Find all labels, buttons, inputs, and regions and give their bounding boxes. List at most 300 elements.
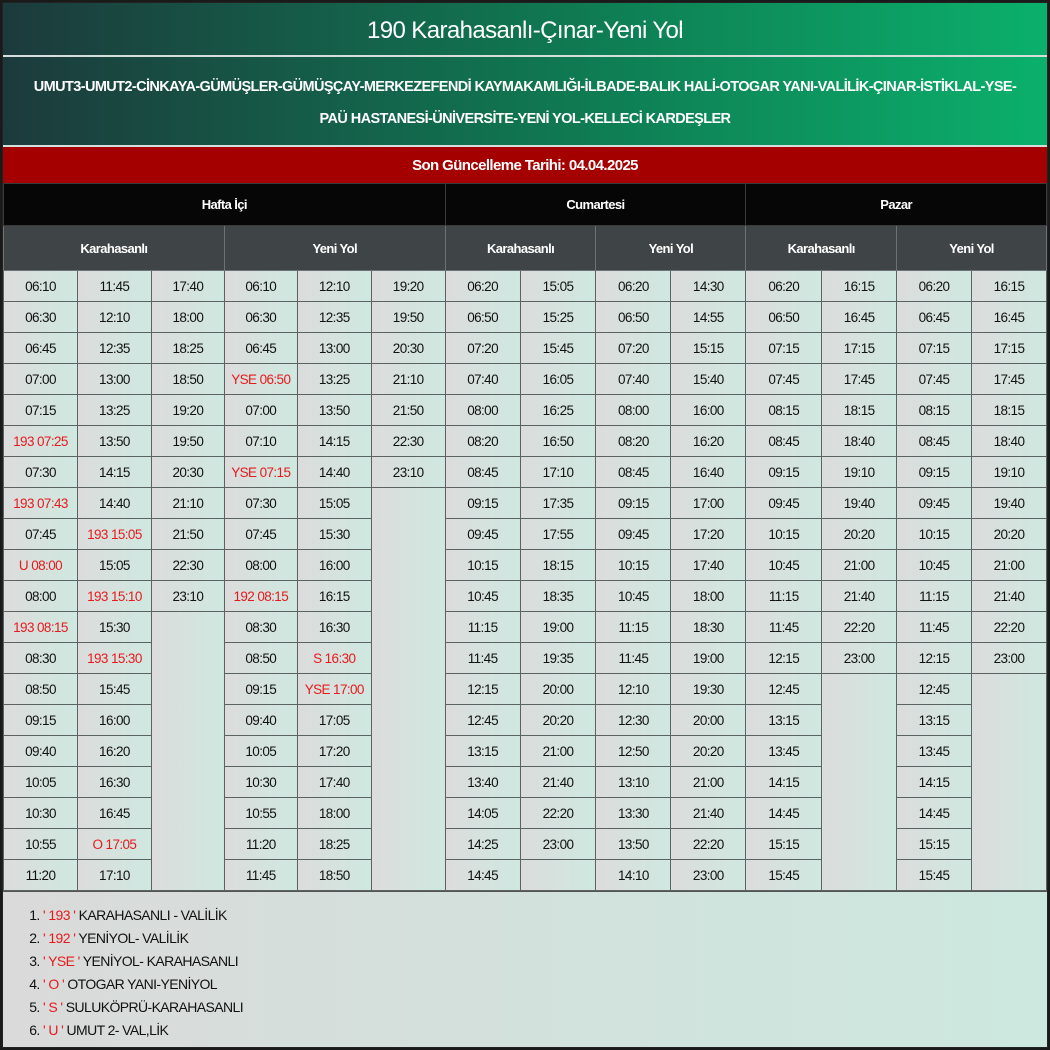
departure-time: 11:45 xyxy=(77,271,151,302)
departure-time: 13:45 xyxy=(746,736,822,767)
departure-time: 10:55 xyxy=(4,829,78,860)
legend-code: O xyxy=(48,976,59,992)
departure-time: U 08:00 xyxy=(4,550,78,581)
table-row xyxy=(4,674,1047,705)
departure-time: 14:45 xyxy=(897,798,972,829)
empty-cell xyxy=(371,612,445,643)
empty-cell xyxy=(371,767,445,798)
departure-time: 08:50 xyxy=(224,643,297,674)
table-row xyxy=(4,643,1047,674)
departure-time: 16:30 xyxy=(77,767,151,798)
departure-time: 18:35 xyxy=(520,581,596,612)
departure-time: 07:40 xyxy=(596,364,671,395)
departure-time: 11:45 xyxy=(746,612,822,643)
departure-time: 20:00 xyxy=(671,705,746,736)
departure-time: 08:00 xyxy=(596,395,671,426)
quote-mark: ' xyxy=(43,1022,49,1038)
departure-time: 16:25 xyxy=(520,395,596,426)
departure-time: 18:25 xyxy=(297,829,371,860)
departure-time: 16:40 xyxy=(671,457,746,488)
departure-time: 07:45 xyxy=(897,364,972,395)
legend-text: SULUKÖPRÜ-KARAHASANLI xyxy=(65,999,244,1015)
departure-time: 09:45 xyxy=(445,519,520,550)
empty-cell xyxy=(972,798,1047,829)
departure-time: 21:40 xyxy=(671,798,746,829)
departure-time: 13:15 xyxy=(445,736,520,767)
empty-cell xyxy=(151,829,224,860)
departure-time: 13:50 xyxy=(297,395,371,426)
empty-cell xyxy=(371,705,445,736)
dir-header-sunday-karahasanli: Karahasanlı xyxy=(746,226,897,271)
departure-time: 06:30 xyxy=(224,302,297,333)
departure-time: 15:05 xyxy=(520,271,596,302)
empty-cell xyxy=(371,550,445,581)
table-row xyxy=(4,457,1047,488)
departure-time: 14:30 xyxy=(671,271,746,302)
empty-cell xyxy=(520,860,596,891)
legend-text: YENİYOL- KARAHASANLI xyxy=(82,953,239,969)
quote-mark: ' xyxy=(43,930,49,946)
departure-time: 15:30 xyxy=(77,612,151,643)
departure-time: 22:20 xyxy=(972,612,1047,643)
empty-cell xyxy=(822,829,897,860)
quote-mark: ' xyxy=(43,976,49,992)
empty-cell xyxy=(151,736,224,767)
legend-text: OTOGAR YANI-YENİYOL xyxy=(67,976,217,992)
empty-cell xyxy=(822,705,897,736)
empty-cell xyxy=(972,674,1047,705)
departure-time: 16:15 xyxy=(822,271,897,302)
departure-time: 18:50 xyxy=(297,860,371,891)
departure-time: 07:15 xyxy=(4,395,78,426)
legend-code: YSE xyxy=(48,953,75,969)
departure-time: 06:10 xyxy=(224,271,297,302)
departure-time: 06:50 xyxy=(746,302,822,333)
empty-cell xyxy=(822,674,897,705)
departure-time: 23:10 xyxy=(371,457,445,488)
departure-time: 17:10 xyxy=(520,457,596,488)
departure-time: 23:00 xyxy=(671,860,746,891)
departure-time: 18:15 xyxy=(972,395,1047,426)
departure-time: 09:15 xyxy=(4,705,78,736)
departure-time: 07:15 xyxy=(897,333,972,364)
departure-time: 21:10 xyxy=(371,364,445,395)
legend-text: KARAHASANLI - VALİLİK xyxy=(78,907,227,923)
departure-time: 08:45 xyxy=(897,426,972,457)
departure-time: 16:00 xyxy=(77,705,151,736)
departure-time: 06:50 xyxy=(445,302,520,333)
departure-time: 10:45 xyxy=(897,550,972,581)
departure-time: 10:45 xyxy=(746,550,822,581)
departure-time: 08:45 xyxy=(596,457,671,488)
departure-time: 14:15 xyxy=(746,767,822,798)
departure-time: 13:00 xyxy=(77,364,151,395)
table-row xyxy=(4,736,1047,767)
departure-time: 20:00 xyxy=(520,674,596,705)
legend-item xyxy=(43,973,1047,996)
departure-time: 17:10 xyxy=(77,860,151,891)
legend-code: 192 xyxy=(48,930,70,946)
departure-time: 16:45 xyxy=(822,302,897,333)
empty-cell xyxy=(371,643,445,674)
departure-time: 09:40 xyxy=(224,705,297,736)
quote-mark: ' xyxy=(58,976,68,992)
departure-time: 21:40 xyxy=(822,581,897,612)
departure-time: 23:00 xyxy=(972,643,1047,674)
departure-time: 15:45 xyxy=(77,674,151,705)
empty-cell xyxy=(822,736,897,767)
empty-cell xyxy=(822,860,897,891)
departure-time: 10:05 xyxy=(4,767,78,798)
table-row xyxy=(4,333,1047,364)
empty-cell xyxy=(972,705,1047,736)
departure-time: 12:10 xyxy=(297,271,371,302)
departure-time: 12:45 xyxy=(445,705,520,736)
departure-time: 13:15 xyxy=(746,705,822,736)
departure-time: YSE 06:50 xyxy=(224,364,297,395)
departure-time: 14:10 xyxy=(596,860,671,891)
departure-time: 16:20 xyxy=(671,426,746,457)
empty-cell xyxy=(371,736,445,767)
departure-time: 22:20 xyxy=(822,612,897,643)
departure-time: 17:40 xyxy=(671,550,746,581)
departure-time: 08:45 xyxy=(445,457,520,488)
table-row xyxy=(4,488,1047,519)
departure-time: 16:50 xyxy=(520,426,596,457)
day-header-weekday: Hafta İçi xyxy=(4,184,446,226)
dir-header-saturday-yeniyol: Yeni Yol xyxy=(596,226,746,271)
quote-mark: ' xyxy=(69,930,79,946)
departure-time: 08:00 xyxy=(445,395,520,426)
departure-time: 11:15 xyxy=(897,581,972,612)
departure-time: 16:15 xyxy=(297,581,371,612)
departure-time: 12:45 xyxy=(746,674,822,705)
departure-time: 07:45 xyxy=(746,364,822,395)
departure-time: 07:30 xyxy=(4,457,78,488)
empty-cell xyxy=(371,488,445,519)
departure-time: 19:20 xyxy=(371,271,445,302)
departure-time: 193 15:05 xyxy=(77,519,151,550)
departure-time: 193 08:15 xyxy=(4,612,78,643)
departure-time: 13:45 xyxy=(897,736,972,767)
departure-time: 23:00 xyxy=(520,829,596,860)
departure-time: YSE 17:00 xyxy=(297,674,371,705)
departure-time: 16:00 xyxy=(671,395,746,426)
departure-time: 09:45 xyxy=(596,519,671,550)
departure-time: 21:00 xyxy=(671,767,746,798)
departure-time: 09:15 xyxy=(224,674,297,705)
departure-time: 15:30 xyxy=(297,519,371,550)
departure-time: 18:40 xyxy=(972,426,1047,457)
departure-time: 20:20 xyxy=(972,519,1047,550)
departure-time: 15:40 xyxy=(671,364,746,395)
departure-time: 17:40 xyxy=(151,271,224,302)
departure-time: 07:10 xyxy=(224,426,297,457)
departure-time: 10:15 xyxy=(746,519,822,550)
departure-time: 07:00 xyxy=(4,364,78,395)
departure-time: 192 08:15 xyxy=(224,581,297,612)
quote-mark: ' xyxy=(74,953,83,969)
departure-time: 10:55 xyxy=(224,798,297,829)
dir-header-sunday-yeniyol: Yeni Yol xyxy=(897,226,1047,271)
departure-time: 06:50 xyxy=(596,302,671,333)
departure-time: 12:50 xyxy=(596,736,671,767)
departure-time: 15:45 xyxy=(746,860,822,891)
departure-time: 19:50 xyxy=(371,302,445,333)
quote-mark: ' xyxy=(57,999,66,1015)
departure-time: 07:20 xyxy=(445,333,520,364)
departure-time: 10:30 xyxy=(4,798,78,829)
departure-time: 21:50 xyxy=(151,519,224,550)
departure-time: 21:00 xyxy=(972,550,1047,581)
departure-time: 06:45 xyxy=(897,302,972,333)
departure-time: 09:15 xyxy=(445,488,520,519)
departure-time: 17:15 xyxy=(972,333,1047,364)
departure-time: 11:45 xyxy=(445,643,520,674)
table-row xyxy=(4,519,1047,550)
departure-time: 16:45 xyxy=(972,302,1047,333)
quote-mark: ' xyxy=(43,907,49,923)
legend-list xyxy=(29,904,1047,1042)
departure-time: 18:50 xyxy=(151,364,224,395)
departure-time: 17:45 xyxy=(822,364,897,395)
departure-time: 06:20 xyxy=(897,271,972,302)
departure-time: 12:15 xyxy=(897,643,972,674)
departure-time: 15:15 xyxy=(746,829,822,860)
departure-time: 12:30 xyxy=(596,705,671,736)
page-title: 190 Karahasanlı-Çınar-Yeni Yol xyxy=(3,3,1047,55)
empty-cell xyxy=(151,798,224,829)
empty-cell xyxy=(151,643,224,674)
empty-cell xyxy=(151,674,224,705)
legend-code: 193 xyxy=(48,907,70,923)
timetable-panel xyxy=(2,2,1048,1048)
departure-time: 12:10 xyxy=(77,302,151,333)
departure-time: 22:20 xyxy=(671,829,746,860)
table-row xyxy=(4,426,1047,457)
departure-time: 13:50 xyxy=(596,829,671,860)
departure-time: 08:45 xyxy=(746,426,822,457)
route-stops: UMUT3-UMUT2-CİNKAYA-GÜMÜŞLER-GÜMÜŞÇAY-MERKEZEFENDİ KAYMAKAMLIĞI-İLBADE-BALIK HALİ-OTOGAR YANI-VALİLİK-ÇINAR-İSTİKLAL-YSE-PAÜ HASTANESİ-ÜNİVERSİTE-YENİ YOL-KELLECİ KARDEŞLER xyxy=(3,57,1047,145)
departure-time: 19:00 xyxy=(671,643,746,674)
departure-time: 18:40 xyxy=(822,426,897,457)
departure-time: 18:25 xyxy=(151,333,224,364)
departure-time: 23:00 xyxy=(822,643,897,674)
departure-time: 18:15 xyxy=(520,550,596,581)
departure-time: 12:35 xyxy=(77,333,151,364)
departure-time: 17:55 xyxy=(520,519,596,550)
table-row xyxy=(4,860,1047,891)
departure-time: 14:25 xyxy=(445,829,520,860)
empty-cell xyxy=(371,798,445,829)
departure-time: 19:20 xyxy=(151,395,224,426)
departure-time: 11:45 xyxy=(224,860,297,891)
empty-cell xyxy=(972,860,1047,891)
departure-time: 21:40 xyxy=(520,767,596,798)
departure-time: 22:30 xyxy=(151,550,224,581)
empty-cell xyxy=(371,860,445,891)
table-row xyxy=(4,395,1047,426)
departure-time: O 17:05 xyxy=(77,829,151,860)
departure-time: 07:40 xyxy=(445,364,520,395)
empty-cell xyxy=(151,860,224,891)
legend-notes xyxy=(3,891,1047,1047)
departure-time: 10:45 xyxy=(596,581,671,612)
table-row xyxy=(4,612,1047,643)
departure-time: 22:30 xyxy=(371,426,445,457)
departure-time: 13:25 xyxy=(297,364,371,395)
empty-cell xyxy=(822,798,897,829)
departure-time: 10:30 xyxy=(224,767,297,798)
legend-code: U xyxy=(48,1022,58,1038)
departure-time: 193 15:30 xyxy=(77,643,151,674)
departure-time: 16:30 xyxy=(297,612,371,643)
table-row xyxy=(4,364,1047,395)
departure-time: 10:45 xyxy=(445,581,520,612)
quote-mark: ' xyxy=(43,999,49,1015)
departure-time: S 16:30 xyxy=(297,643,371,674)
legend-item xyxy=(43,950,1047,973)
departure-time: 17:35 xyxy=(520,488,596,519)
departure-time: 18:15 xyxy=(822,395,897,426)
legend-item xyxy=(43,904,1047,927)
departure-time: 21:00 xyxy=(520,736,596,767)
departure-time: 08:30 xyxy=(224,612,297,643)
empty-cell xyxy=(822,767,897,798)
departure-time: 21:10 xyxy=(151,488,224,519)
departure-time: 13:25 xyxy=(77,395,151,426)
departure-time: 193 15:10 xyxy=(77,581,151,612)
departure-time: 14:15 xyxy=(897,767,972,798)
departure-time: 08:50 xyxy=(4,674,78,705)
departure-time: 07:00 xyxy=(224,395,297,426)
departure-time: 06:10 xyxy=(4,271,78,302)
departure-time: 14:55 xyxy=(671,302,746,333)
quote-mark: ' xyxy=(69,907,79,923)
table-row xyxy=(4,767,1047,798)
departure-time: 193 07:25 xyxy=(4,426,78,457)
legend-code: S xyxy=(48,999,58,1015)
departure-time: 19:10 xyxy=(972,457,1047,488)
table-row xyxy=(4,798,1047,829)
departure-time: 20:20 xyxy=(671,736,746,767)
departure-time: 19:40 xyxy=(822,488,897,519)
departure-time: 16:05 xyxy=(520,364,596,395)
departure-time: 15:45 xyxy=(520,333,596,364)
quote-mark: ' xyxy=(57,1022,67,1038)
departure-time: 18:00 xyxy=(151,302,224,333)
departure-time: 20:30 xyxy=(371,333,445,364)
schedule-table xyxy=(3,183,1047,891)
departure-time: 09:15 xyxy=(897,457,972,488)
departure-time: 15:15 xyxy=(897,829,972,860)
departure-time: 08:30 xyxy=(4,643,78,674)
departure-time: 12:10 xyxy=(596,674,671,705)
empty-cell xyxy=(371,581,445,612)
departure-time: 14:45 xyxy=(445,860,520,891)
departure-time: 15:05 xyxy=(77,550,151,581)
departure-time: 09:45 xyxy=(746,488,822,519)
departure-time: 13:30 xyxy=(596,798,671,829)
empty-cell xyxy=(972,736,1047,767)
table-row xyxy=(4,271,1047,302)
departure-time: 19:30 xyxy=(671,674,746,705)
empty-cell xyxy=(151,705,224,736)
departure-time: 19:40 xyxy=(972,488,1047,519)
departure-time: 17:45 xyxy=(972,364,1047,395)
departure-time: 16:45 xyxy=(77,798,151,829)
empty-cell xyxy=(151,612,224,643)
departure-time: 07:45 xyxy=(4,519,78,550)
departure-time: 14:15 xyxy=(77,457,151,488)
departure-time: 21:50 xyxy=(371,395,445,426)
departure-time: 17:00 xyxy=(671,488,746,519)
dir-header-saturday-karahasanli: Karahasanlı xyxy=(445,226,596,271)
departure-time: 15:05 xyxy=(297,488,371,519)
table-row xyxy=(4,705,1047,736)
table-row xyxy=(4,550,1047,581)
departure-time: 19:10 xyxy=(822,457,897,488)
legend-text: YENİYOL- VALİLİK xyxy=(78,930,189,946)
legend-item xyxy=(43,996,1047,1019)
departure-time: 11:45 xyxy=(897,612,972,643)
departure-time: 21:40 xyxy=(972,581,1047,612)
legend-text: UMUT 2- VAL,LİK xyxy=(66,1022,169,1038)
departure-time: 11:15 xyxy=(746,581,822,612)
departure-time: 08:20 xyxy=(596,426,671,457)
departure-time: YSE 07:15 xyxy=(224,457,297,488)
last-update-banner: Son Güncelleme Tarihi: 04.04.2025 xyxy=(3,147,1047,183)
departure-time: 08:20 xyxy=(445,426,520,457)
departure-time: 11:20 xyxy=(4,860,78,891)
empty-cell xyxy=(371,829,445,860)
departure-time: 06:20 xyxy=(596,271,671,302)
departure-time: 17:40 xyxy=(297,767,371,798)
departure-time: 17:20 xyxy=(297,736,371,767)
legend-item xyxy=(43,927,1047,950)
departure-time: 17:05 xyxy=(297,705,371,736)
departure-time: 11:15 xyxy=(596,612,671,643)
table-row xyxy=(4,829,1047,860)
departure-time: 19:00 xyxy=(520,612,596,643)
departure-time: 16:20 xyxy=(77,736,151,767)
departure-time: 22:20 xyxy=(520,798,596,829)
departure-time: 06:20 xyxy=(746,271,822,302)
departure-time: 18:00 xyxy=(671,581,746,612)
departure-time: 13:40 xyxy=(445,767,520,798)
departure-time: 06:20 xyxy=(445,271,520,302)
departure-time: 07:15 xyxy=(746,333,822,364)
departure-time: 13:00 xyxy=(297,333,371,364)
departure-time: 16:00 xyxy=(297,550,371,581)
quote-mark: ' xyxy=(43,953,49,969)
departure-time: 09:40 xyxy=(4,736,78,767)
departure-time: 18:00 xyxy=(297,798,371,829)
departure-time: 08:00 xyxy=(224,550,297,581)
departure-time: 13:50 xyxy=(77,426,151,457)
departure-time: 10:15 xyxy=(596,550,671,581)
departure-time: 17:20 xyxy=(671,519,746,550)
departure-time: 20:30 xyxy=(151,457,224,488)
departure-time: 11:45 xyxy=(596,643,671,674)
departure-time: 07:30 xyxy=(224,488,297,519)
departure-time: 08:00 xyxy=(4,581,78,612)
departure-time: 18:30 xyxy=(671,612,746,643)
table-row xyxy=(4,581,1047,612)
table-row xyxy=(4,302,1047,333)
dir-header-weekday-yeniyol: Yeni Yol xyxy=(224,226,445,271)
departure-time: 09:15 xyxy=(746,457,822,488)
